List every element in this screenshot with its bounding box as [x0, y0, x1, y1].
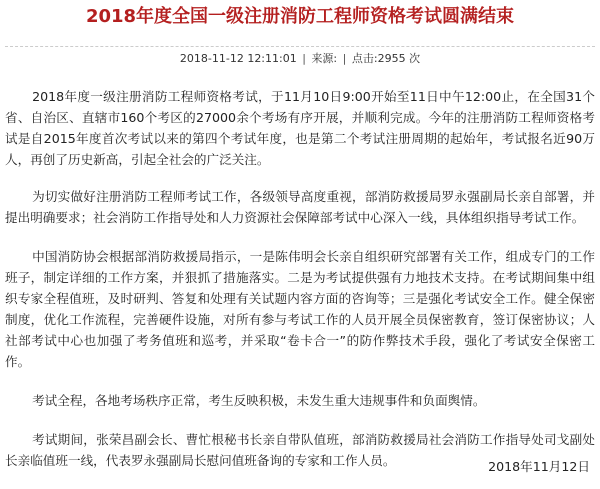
meta-divider [5, 46, 595, 47]
article-paragraph: 考试全程，各地考场秩序正常，考生反映积极，未发生重大违规事件和负面舆情。 [32, 393, 486, 408]
meta-separator: | [342, 52, 347, 65]
publish-datetime: 2018-11-12 12:11:01 [179, 52, 297, 65]
source-label: 来源: [311, 52, 338, 65]
article-paragraph: 考试期间，张荣昌副会长、曹忙根秘书长亲自带队值班，部消防救援局社会消防工作指导处司戈副处长亲临值班一线，代表罗永强副局长慰问值班备询的专家和工作人员。 [5, 432, 595, 468]
article-title: 2018年度全国一级注册消防工程师资格考试圆满结束 [85, 6, 515, 27]
article-paragraph: 为切实做好注册消防工程师考试工作，各级领导高度重视，部消防救援局罗永强副局长亲自部署，并提出明确要求；社会消防工作指导处和人力资源社会保障部考试中心深入一线，具体组织指导考试工作。 [5, 189, 595, 225]
article-paragraph: 中国消防协会根据部消防救援局指示，一是陈伟明会长亲自组织研究部署有关工作，组成专门的工作班子，制定详细的工作方案，并狠抓了措施落实。二是为考试提供强有力地技术支持。在考试期间集中组织专家全程值班，及时研判、答复和处理有关试题内容方面的咨询等；三是强化考试安全工作。健全保密制度，优化工作流程，完善硬件设施，对所有参与考试工作的人员开展全员保密教育，签订保密协议；人社部考试中心也加强了考务值班和巡考，并采取“卷卡合一”的防作弊技术手段，强化了考试安全保密工作。 [5, 249, 595, 369]
article-body [5, 86, 595, 489]
article-meta [0, 50, 600, 68]
meta-separator: | [302, 52, 306, 65]
clicks-count: 2955 [377, 52, 406, 65]
footer-date: 2018年11月12日 [488, 459, 590, 474]
clicks-unit: 次 [409, 52, 421, 65]
clicks-label: 点击: [351, 52, 378, 65]
article-paragraph: 2018年度一级注册消防工程师资格考试，于11月10日9:00开始至11日中午12:00止，在全国31个省、自治区、直辖市160个考区的27000余个考场有序开展，并顺利完成。今年的注册消防工程师资格考试是自2015年度首次考试以来的第四个考试年度，也是第二个考试注册周期的起始年，考试报名近90万人，再创了历史新高，引起全社会的广泛关注。 [5, 89, 595, 167]
